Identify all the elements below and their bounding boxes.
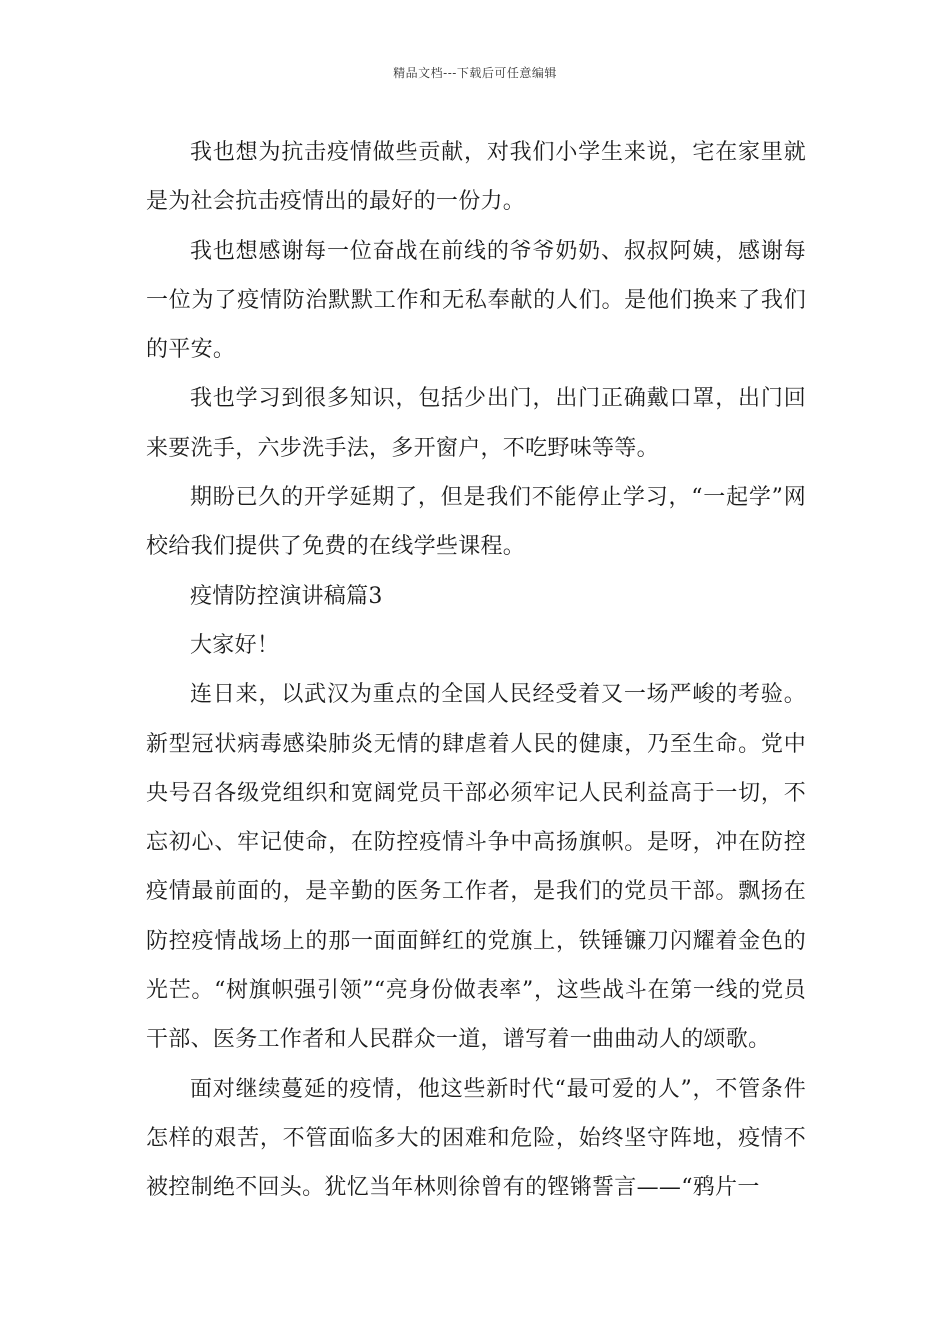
page-header: 精品文档---下载后可任意编辑 [393,66,557,80]
section-heading: 疫情防控演讲稿篇3 [190,583,383,609]
paragraph: 我也想为抗击疫情做些贡献，对我们小学生来说，宅在家里就是为社会抗击疫情出的最好的一份力。 [146,140,806,215]
paragraph: 我也学习到很多知识，包括少出门，出门正确戴口罩，出门回来要洗手，六步洗手法，多开窗户，不吃野味等等。 [146,386,806,461]
greeting: 大家好！ [190,632,280,658]
paragraph: 面对继续蔓延的疫情，他这些新时代“最可爱的人”，不管条件怎样的艰苦，不管面临多大的困难和危险，始终坚守阵地，疫情不被控制绝不回头。犹忆当年林则徐曾有的铿锵誓言——“鸦片一 [146,1076,806,1201]
paragraph: 连日来，以武汉为重点的全国人民经受着又一场严峻的考验。新型冠状病毒感染肺炎无情的肆虐着人民的健康，乃至生命。党中央号召各级党组织和宽阔党员干部必须牢记人民利益高于一切，不忘初心、牢记使命，在防控疫情斗争中高扬旗帜。是呀，冲在防控疫情最前面的，是辛勤的医务工作者，是我们的党员干部。飘扬在防控疫情战场上的那一面面鲜红的党旗上，铁锤镰刀闪耀着金色的光芒。“树旗帜强引领”“亮身份做表率”，这些战斗在第一线的党员干部、医务工作者和人民群众一道，谱写着一曲曲动人的颂歌。 [146,682,806,1053]
paragraph: 我也想感谢每一位奋战在前线的爷爷奶奶、叔叔阿姨，感谢每一位为了疫情防治默默工作和无私奉献的人们。是他们换来了我们的平安。 [146,238,806,363]
paragraph: 期盼已久的开学延期了，但是我们不能停止学习，“一起学”网校给我们提供了免费的在线学些课程。 [146,485,806,560]
document-body [146,128,806,1213]
